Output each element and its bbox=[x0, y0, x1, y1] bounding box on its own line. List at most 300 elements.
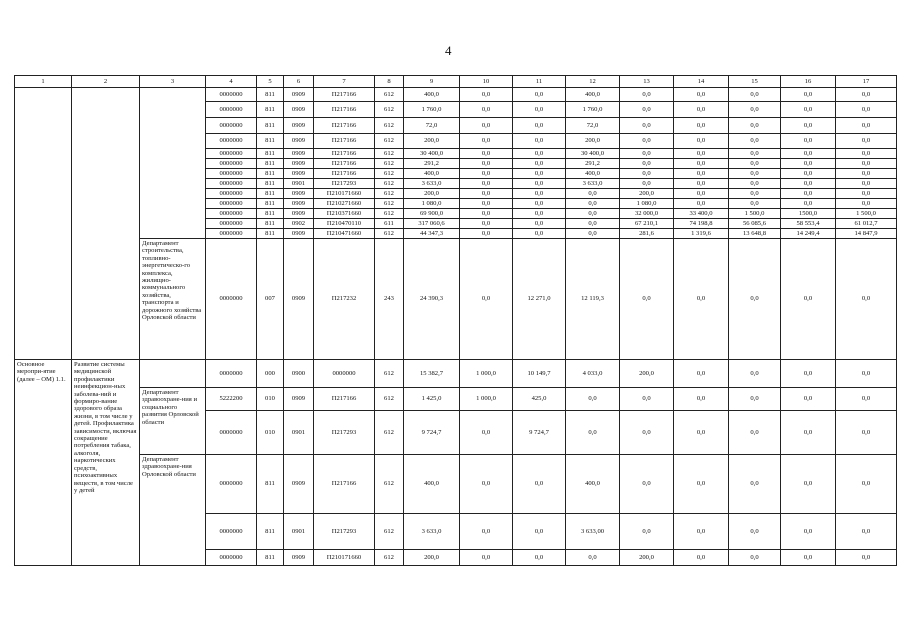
table-cell: 0,0 bbox=[513, 169, 566, 179]
table-cell: 0902 bbox=[284, 219, 314, 229]
table-cell: 0000000 bbox=[206, 169, 257, 179]
table-cell: 4 033,0 bbox=[566, 360, 620, 388]
table-cell: 0,0 bbox=[836, 159, 897, 169]
table-cell: 0,0 bbox=[674, 179, 729, 189]
table-cell: 0,0 bbox=[836, 388, 897, 411]
table-cell: 0909 bbox=[284, 239, 314, 360]
table-cell: 0,0 bbox=[460, 118, 513, 134]
table-cell: 1 000,0 bbox=[460, 388, 513, 411]
dept-health-social-label: Департамент здравоохране-ния и социального развития Орловской области bbox=[140, 388, 206, 455]
table-cell: 0,0 bbox=[674, 88, 729, 102]
table-cell: 612 bbox=[375, 455, 404, 514]
table-cell: 612 bbox=[375, 169, 404, 179]
table-cell: 67 210,1 bbox=[620, 219, 674, 229]
table-cell: 72,0 bbox=[404, 118, 460, 134]
table-cell: П217166 bbox=[314, 455, 375, 514]
table-cell: 0,0 bbox=[836, 455, 897, 514]
table-cell: 612 bbox=[375, 159, 404, 169]
table-cell: 612 bbox=[375, 118, 404, 134]
table-cell: П217166 bbox=[314, 118, 375, 134]
table-cell: 0,0 bbox=[513, 179, 566, 189]
table-cell: 0,0 bbox=[513, 199, 566, 209]
header-cell: 10 bbox=[460, 76, 513, 88]
table-cell: 0901 bbox=[284, 179, 314, 189]
header-cell: 5 bbox=[257, 76, 284, 88]
table-cell: 0,0 bbox=[460, 550, 513, 566]
table-cell: 400,0 bbox=[566, 88, 620, 102]
table-cell: 0,0 bbox=[836, 199, 897, 209]
table-cell: 56 085,6 bbox=[729, 219, 781, 229]
table-cell: 0,0 bbox=[620, 411, 674, 455]
table-cell bbox=[72, 88, 140, 360]
table-cell: 0,0 bbox=[729, 134, 781, 149]
table-cell: 72,0 bbox=[566, 118, 620, 134]
dept-construction-label: Департамент строительства, топливно-энергетическо-го комплекса, жилищно-коммунального хозяйства, транспорта и дорожного хозяйства Орловской области bbox=[140, 239, 206, 360]
header-cell: 8 bbox=[375, 76, 404, 88]
header-cell: 17 bbox=[836, 76, 897, 88]
table-cell: 44 347,3 bbox=[404, 229, 460, 239]
header-cell: 3 bbox=[140, 76, 206, 88]
main-event-description: Развитие системы медицинской профилактики неинфекцион-ных заболева-ний и формиро-вание здорового образа жизни, в том числе у детей. Профилактика зависимости, включая сокращение потребления табака, алкоголя, наркотических средств, психоактивных веществ, в том числе у детей bbox=[72, 360, 140, 566]
header-cell: 12 bbox=[566, 76, 620, 88]
table-cell: 612 bbox=[375, 209, 404, 219]
table-cell: 611 bbox=[375, 219, 404, 229]
table-cell: П210371660 bbox=[314, 209, 375, 219]
table-cell: 612 bbox=[375, 411, 404, 455]
table-cell: 0,0 bbox=[513, 209, 566, 219]
header-cell: 6 bbox=[284, 76, 314, 88]
table-cell: 0,0 bbox=[781, 169, 836, 179]
table-cell: 12 119,3 bbox=[566, 239, 620, 360]
table-cell: 1 080,0 bbox=[404, 199, 460, 209]
header-cell: 2 bbox=[72, 76, 140, 88]
table-cell: 0,0 bbox=[729, 179, 781, 189]
table-cell: 0,0 bbox=[566, 189, 620, 199]
table-cell: 0,0 bbox=[460, 229, 513, 239]
table-cell: 0,0 bbox=[513, 229, 566, 239]
table-cell: 0,0 bbox=[836, 360, 897, 388]
table-row bbox=[15, 388, 897, 411]
table-cell: 612 bbox=[375, 149, 404, 159]
table-cell: 0,0 bbox=[781, 118, 836, 134]
table-cell: 281,6 bbox=[620, 229, 674, 239]
table-cell: 0,0 bbox=[460, 159, 513, 169]
header-cell: 1 bbox=[15, 76, 72, 88]
table-cell: 0900 bbox=[284, 360, 314, 388]
table-cell: 000 bbox=[257, 360, 284, 388]
table-cell: 0,0 bbox=[729, 159, 781, 169]
table-cell: 0,0 bbox=[513, 455, 566, 514]
table-cell: 0909 bbox=[284, 550, 314, 566]
table-cell: 0,0 bbox=[729, 360, 781, 388]
table-cell: 0,0 bbox=[781, 239, 836, 360]
table-cell: П217166 bbox=[314, 159, 375, 169]
table-cell: 3 633,0 bbox=[566, 179, 620, 189]
table-row bbox=[15, 455, 897, 514]
table-cell: 811 bbox=[257, 134, 284, 149]
table-cell: 811 bbox=[257, 169, 284, 179]
table-cell: 0,0 bbox=[729, 514, 781, 550]
table-cell: 0,0 bbox=[566, 388, 620, 411]
table-cell: 0909 bbox=[284, 229, 314, 239]
table-cell: 200,0 bbox=[404, 134, 460, 149]
table-cell: 0,0 bbox=[513, 219, 566, 229]
table-cell: 200,0 bbox=[404, 189, 460, 199]
table-cell: 1 760,0 bbox=[566, 102, 620, 118]
table-cell: 0,0 bbox=[620, 239, 674, 360]
table-cell: 0,0 bbox=[620, 179, 674, 189]
table-cell: 0,0 bbox=[729, 239, 781, 360]
table-cell: 61 012,7 bbox=[836, 219, 897, 229]
table-cell: 0000000 bbox=[206, 159, 257, 169]
table-cell: 0,0 bbox=[836, 550, 897, 566]
header-cell: 13 bbox=[620, 76, 674, 88]
table-cell: 0,0 bbox=[836, 102, 897, 118]
table-cell: 0000000 bbox=[314, 360, 375, 388]
table-cell: 612 bbox=[375, 514, 404, 550]
table-cell: 0,0 bbox=[781, 514, 836, 550]
table-cell: 0909 bbox=[284, 209, 314, 219]
table-cell: 0909 bbox=[284, 149, 314, 159]
table-cell: 10 149,7 bbox=[513, 360, 566, 388]
table-cell: 0,0 bbox=[460, 411, 513, 455]
table-cell: 0000000 bbox=[206, 514, 257, 550]
table-cell: 010 bbox=[257, 388, 284, 411]
table-cell: П210471660 bbox=[314, 229, 375, 239]
table-cell: 0,0 bbox=[836, 149, 897, 159]
table-cell: 0,0 bbox=[836, 239, 897, 360]
table-cell: 400,0 bbox=[404, 88, 460, 102]
table-row bbox=[15, 239, 897, 360]
table-cell: 0909 bbox=[284, 388, 314, 411]
table-cell: П217166 bbox=[314, 388, 375, 411]
table-cell: 1 080,0 bbox=[620, 199, 674, 209]
table-cell: 0,0 bbox=[620, 169, 674, 179]
table-cell: 0,0 bbox=[781, 189, 836, 199]
table-cell: 0,0 bbox=[674, 388, 729, 411]
table-cell: 0000000 bbox=[206, 149, 257, 159]
table-cell: 0,0 bbox=[836, 169, 897, 179]
table-row bbox=[15, 360, 897, 388]
table-cell: 811 bbox=[257, 199, 284, 209]
table-cell: П217166 bbox=[314, 134, 375, 149]
header-cell: 16 bbox=[781, 76, 836, 88]
table-cell: 612 bbox=[375, 88, 404, 102]
table-cell: 0,0 bbox=[513, 514, 566, 550]
table-cell: 0909 bbox=[284, 159, 314, 169]
table-cell: 0,0 bbox=[674, 455, 729, 514]
table-cell bbox=[140, 360, 206, 388]
table-cell: 0,0 bbox=[674, 514, 729, 550]
table-cell: 30 400,0 bbox=[404, 149, 460, 159]
table-cell: 0,0 bbox=[566, 199, 620, 209]
table-cell: 0,0 bbox=[836, 179, 897, 189]
table-cell: 0,0 bbox=[729, 199, 781, 209]
table-cell: 425,0 bbox=[513, 388, 566, 411]
table-cell: 0,0 bbox=[836, 189, 897, 199]
table-cell: 0,0 bbox=[513, 134, 566, 149]
table-cell: 0,0 bbox=[513, 102, 566, 118]
table-cell: 0,0 bbox=[620, 88, 674, 102]
table-cell: 0,0 bbox=[460, 149, 513, 159]
table-cell: 24 390,3 bbox=[404, 239, 460, 360]
table-cell: 0909 bbox=[284, 189, 314, 199]
table-cell: 0000000 bbox=[206, 102, 257, 118]
table-cell: 0,0 bbox=[460, 134, 513, 149]
table-cell: 9 724,7 bbox=[513, 411, 566, 455]
table-cell: 0,0 bbox=[513, 189, 566, 199]
table-cell: 400,0 bbox=[566, 169, 620, 179]
table-cell: 0,0 bbox=[836, 134, 897, 149]
table-cell: 0,0 bbox=[674, 102, 729, 118]
table-cell: 612 bbox=[375, 179, 404, 189]
table-cell: П210171660 bbox=[314, 550, 375, 566]
table-cell: 811 bbox=[257, 102, 284, 118]
table-cell: 0,0 bbox=[460, 219, 513, 229]
table-cell: 612 bbox=[375, 388, 404, 411]
table-cell: 0,0 bbox=[781, 149, 836, 159]
table-cell: 69 900,0 bbox=[404, 209, 460, 219]
header-cell: 9 bbox=[404, 76, 460, 88]
table-cell: П217232 bbox=[314, 239, 375, 360]
table-cell: 811 bbox=[257, 514, 284, 550]
table-cell: 14 249,4 bbox=[781, 229, 836, 239]
table-cell: 0,0 bbox=[729, 455, 781, 514]
table-cell: 291,2 bbox=[566, 159, 620, 169]
table-cell: 0000000 bbox=[206, 219, 257, 229]
table-cell: 0,0 bbox=[781, 179, 836, 189]
table-cell: 0000000 bbox=[206, 411, 257, 455]
table-cell: 400,0 bbox=[404, 169, 460, 179]
table-cell: 0,0 bbox=[620, 455, 674, 514]
table-cell: 0,0 bbox=[781, 388, 836, 411]
table-cell: 0909 bbox=[284, 169, 314, 179]
table-cell: 0,0 bbox=[566, 550, 620, 566]
table-cell: 0,0 bbox=[620, 149, 674, 159]
table-cell: 5222200 bbox=[206, 388, 257, 411]
header-cell: 15 bbox=[729, 76, 781, 88]
table-cell: 811 bbox=[257, 189, 284, 199]
table-cell: П217293 bbox=[314, 179, 375, 189]
header-cell: 4 bbox=[206, 76, 257, 88]
table-cell: 0909 bbox=[284, 455, 314, 514]
table-cell: 0,0 bbox=[513, 149, 566, 159]
table-cell: 0,0 bbox=[781, 411, 836, 455]
table-cell: 0,0 bbox=[781, 159, 836, 169]
table-cell: 74 198,8 bbox=[674, 219, 729, 229]
header-cell: 11 bbox=[513, 76, 566, 88]
table-cell: 12 271,0 bbox=[513, 239, 566, 360]
table-cell: 200,0 bbox=[620, 189, 674, 199]
table-cell: П210271660 bbox=[314, 199, 375, 209]
table-cell: 0,0 bbox=[460, 169, 513, 179]
table-cell: 0,0 bbox=[729, 550, 781, 566]
table-cell: 0,0 bbox=[674, 360, 729, 388]
table-cell: П210171660 bbox=[314, 189, 375, 199]
table-cell: П217166 bbox=[314, 102, 375, 118]
table-cell: 1 500,0 bbox=[729, 209, 781, 219]
dept-health-label: Департамент здравоохране-ния Орловской области bbox=[140, 455, 206, 566]
table-cell: 0,0 bbox=[620, 118, 674, 134]
table-cell: 010 bbox=[257, 411, 284, 455]
table-cell: 0901 bbox=[284, 514, 314, 550]
table-cell: 3 633,0 bbox=[404, 179, 460, 189]
table-cell: 811 bbox=[257, 159, 284, 169]
table-cell: 0,0 bbox=[513, 550, 566, 566]
table-cell: 0,0 bbox=[620, 388, 674, 411]
table-cell: 30 400,0 bbox=[566, 149, 620, 159]
table-cell: 0,0 bbox=[460, 209, 513, 219]
table-cell: 811 bbox=[257, 219, 284, 229]
header-row bbox=[15, 76, 897, 88]
table-cell bbox=[15, 88, 72, 360]
table-cell: 0,0 bbox=[729, 169, 781, 179]
table-cell: 007 bbox=[257, 239, 284, 360]
table-cell: 1 760,0 bbox=[404, 102, 460, 118]
table-cell: 612 bbox=[375, 550, 404, 566]
table-cell: 0000000 bbox=[206, 455, 257, 514]
table-cell: 0000000 bbox=[206, 550, 257, 566]
table-cell: 0,0 bbox=[460, 189, 513, 199]
table-cell: 0,0 bbox=[729, 88, 781, 102]
table-cell: 0,0 bbox=[566, 209, 620, 219]
table-cell: 612 bbox=[375, 134, 404, 149]
table-cell: 0,0 bbox=[729, 149, 781, 159]
table-cell: 9 724,7 bbox=[404, 411, 460, 455]
table-cell: П217166 bbox=[314, 88, 375, 102]
page-number: 4 bbox=[445, 43, 452, 58]
table-cell: 0909 bbox=[284, 102, 314, 118]
table-cell: 0000000 bbox=[206, 229, 257, 239]
table-cell: 0000000 bbox=[206, 179, 257, 189]
table-cell: 200,0 bbox=[620, 550, 674, 566]
table-cell: 811 bbox=[257, 209, 284, 219]
table-cell: 243 bbox=[375, 239, 404, 360]
budget-table bbox=[14, 75, 897, 566]
table-cell: 811 bbox=[257, 149, 284, 159]
table-cell: 0,0 bbox=[566, 219, 620, 229]
table-cell: 811 bbox=[257, 88, 284, 102]
table-cell: 200,0 bbox=[566, 134, 620, 149]
table-cell: 0000000 bbox=[206, 199, 257, 209]
table-cell: 0909 bbox=[284, 199, 314, 209]
table-cell: 0,0 bbox=[781, 550, 836, 566]
table-cell: 58 553,4 bbox=[781, 219, 836, 229]
table-cell: 0,0 bbox=[513, 88, 566, 102]
table-cell: 0,0 bbox=[674, 149, 729, 159]
table-cell: 612 bbox=[375, 360, 404, 388]
table-cell: 0909 bbox=[284, 134, 314, 149]
table-cell: 0,0 bbox=[836, 88, 897, 102]
table-cell: 32 000,0 bbox=[620, 209, 674, 219]
table-cell: П217166 bbox=[314, 169, 375, 179]
table-cell: 0,0 bbox=[460, 239, 513, 360]
table-cell: 0,0 bbox=[460, 514, 513, 550]
table-cell: 811 bbox=[257, 118, 284, 134]
table-cell: П217293 bbox=[314, 514, 375, 550]
table-cell: 0,0 bbox=[781, 199, 836, 209]
header-cell: 7 bbox=[314, 76, 375, 88]
table-cell: 0000000 bbox=[206, 239, 257, 360]
table-cell: 1 000,0 bbox=[460, 360, 513, 388]
table-row bbox=[15, 88, 897, 102]
table-cell: 0,0 bbox=[513, 159, 566, 169]
table-cell: 0,0 bbox=[836, 514, 897, 550]
table-cell: 0000000 bbox=[206, 360, 257, 388]
table-cell: 0,0 bbox=[460, 88, 513, 102]
table-cell: 0,0 bbox=[674, 199, 729, 209]
table-cell: 0,0 bbox=[513, 118, 566, 134]
table-cell: 0,0 bbox=[729, 118, 781, 134]
table-cell: 0000000 bbox=[206, 209, 257, 219]
table-cell: 14 847,9 bbox=[836, 229, 897, 239]
table-cell: 33 400,0 bbox=[674, 209, 729, 219]
table-cell: 0,0 bbox=[460, 179, 513, 189]
table-cell: 0,0 bbox=[674, 134, 729, 149]
table-cell: 0,0 bbox=[781, 88, 836, 102]
main-event-label: Основное меропри-ятие (далее – ОМ) 1.1. bbox=[15, 360, 72, 566]
table-cell bbox=[140, 88, 206, 239]
header-cell: 14 bbox=[674, 76, 729, 88]
table-cell: 811 bbox=[257, 229, 284, 239]
table-cell: 0,0 bbox=[674, 239, 729, 360]
table-cell: 0,0 bbox=[620, 514, 674, 550]
table-cell: 811 bbox=[257, 179, 284, 189]
table-cell: 400,0 bbox=[404, 455, 460, 514]
table-cell: 0000000 bbox=[206, 88, 257, 102]
table-cell: 0,0 bbox=[460, 455, 513, 514]
table-cell: 200,0 bbox=[404, 550, 460, 566]
table-cell: 0909 bbox=[284, 88, 314, 102]
table-cell: 0,0 bbox=[460, 102, 513, 118]
table-cell: 0000000 bbox=[206, 118, 257, 134]
table-cell: 0,0 bbox=[674, 159, 729, 169]
table-cell: 0,0 bbox=[674, 169, 729, 179]
table-cell: 0,0 bbox=[460, 199, 513, 209]
table-cell: 1 319,6 bbox=[674, 229, 729, 239]
table-cell: 0,0 bbox=[674, 550, 729, 566]
table-cell: 0,0 bbox=[566, 229, 620, 239]
table-cell: 400,0 bbox=[566, 455, 620, 514]
table-cell: 0,0 bbox=[781, 134, 836, 149]
table-cell: 1 500,0 bbox=[836, 209, 897, 219]
table-cell: 291,2 bbox=[404, 159, 460, 169]
table-cell: 0,0 bbox=[729, 411, 781, 455]
table-cell: 612 bbox=[375, 229, 404, 239]
table-cell: 0,0 bbox=[620, 134, 674, 149]
table-cell: 0,0 bbox=[781, 102, 836, 118]
table-cell: 811 bbox=[257, 455, 284, 514]
table-cell: 0,0 bbox=[674, 118, 729, 134]
table-cell: 15 382,7 bbox=[404, 360, 460, 388]
table-cell: 0909 bbox=[284, 118, 314, 134]
table-cell: 1500,0 bbox=[781, 209, 836, 219]
table-cell: 3 633,00 bbox=[566, 514, 620, 550]
table-cell: 3 633,0 bbox=[404, 514, 460, 550]
table-cell: 0,0 bbox=[836, 118, 897, 134]
table-cell: 0,0 bbox=[566, 411, 620, 455]
table-cell: 0,0 bbox=[729, 388, 781, 411]
table-cell: 0000000 bbox=[206, 134, 257, 149]
table-cell: 13 648,8 bbox=[729, 229, 781, 239]
table-cell: 612 bbox=[375, 189, 404, 199]
table-cell: 0901 bbox=[284, 411, 314, 455]
table-cell: П217293 bbox=[314, 411, 375, 455]
table-cell: 612 bbox=[375, 199, 404, 209]
table-cell: 0,0 bbox=[781, 360, 836, 388]
table-cell: П210470110 bbox=[314, 219, 375, 229]
table-cell: 0,0 bbox=[781, 455, 836, 514]
